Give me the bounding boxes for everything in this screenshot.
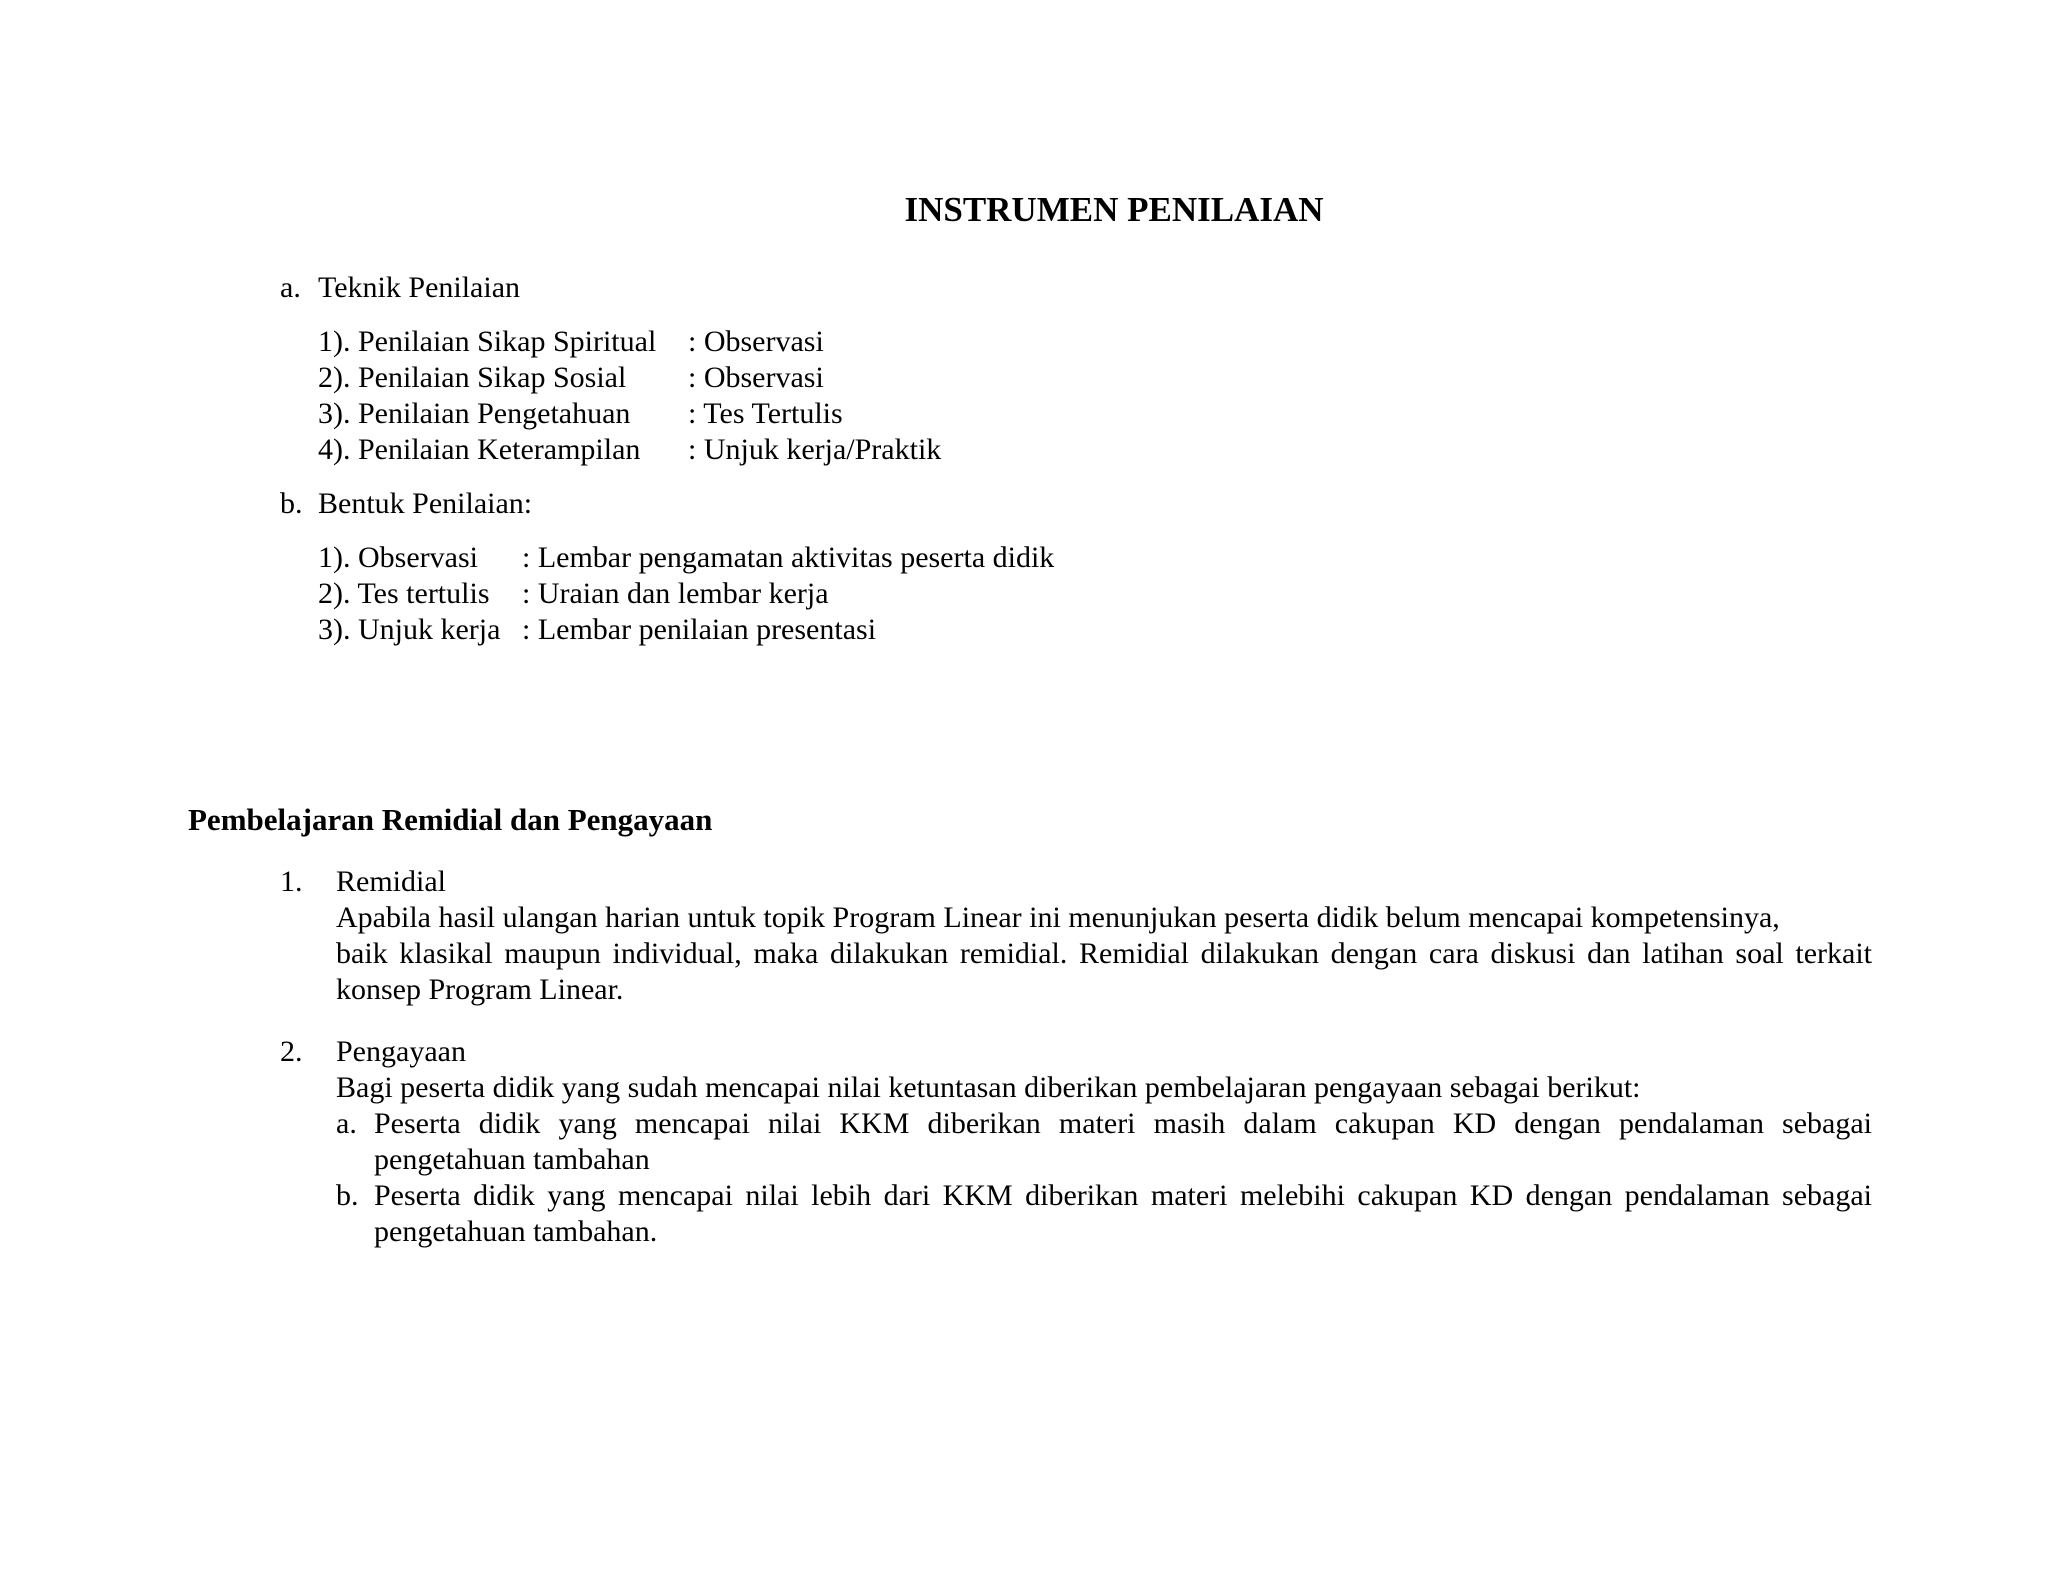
enrichment-point-line: Peserta didik yang mencapai nilai lebih dari KKM diberikan materi melebihi cakupan KD dengan pendalaman sebagai xyxy=(374,1179,1872,1212)
form-item-value: : Lembar pengamatan aktivitas peserta didik xyxy=(522,541,1055,574)
form-item-label: 3). Unjuk kerja xyxy=(318,613,501,646)
enrichment-point-line: pengetahuan tambahan. xyxy=(374,1215,658,1248)
form-item-value: : Lembar penilaian presentasi xyxy=(522,613,877,646)
enrichment-point-marker: a. xyxy=(336,1107,357,1140)
technique-item-label: 4). Penilaian Keterampilan xyxy=(318,433,641,466)
technique-item-label: 2). Penilaian Sikap Sosial xyxy=(318,361,627,394)
section-heading: Pembelajaran Remidial dan Pengayaan xyxy=(188,802,713,837)
remedial-number: 1. xyxy=(280,865,303,898)
enrichment-title: Pengayaan xyxy=(336,1035,466,1068)
technique-item-value: : Observasi xyxy=(688,325,824,358)
section-b-label: Bentuk Penilaian: xyxy=(318,487,533,520)
technique-item-value: : Tes Tertulis xyxy=(688,397,843,430)
remedial-paragraph-line: Apabila hasil ulangan harian untuk topik Program Linear ini menunjukan peserta didik belum mencapai kompetensinya, xyxy=(336,901,1780,934)
technique-item-label: 1). Penilaian Sikap Spiritual xyxy=(318,325,657,358)
enrichment-point-line: Peserta didik yang mencapai nilai KKM diberikan materi masih dalam cakupan KD dengan pendalaman sebagai xyxy=(374,1107,1872,1140)
form-item-label: 2). Tes tertulis xyxy=(318,577,490,610)
page-title: INSTRUMEN PENILAIAN xyxy=(904,190,1324,229)
enrichment-number: 2. xyxy=(280,1035,303,1068)
enrichment-intro: Bagi peserta didik yang sudah mencapai nilai ketuntasan diberikan pembelajaran pengayaan sebagai berikut: xyxy=(336,1071,1641,1104)
technique-item-value: : Observasi xyxy=(688,361,824,394)
technique-item-label: 3). Penilaian Pengetahuan xyxy=(318,397,631,430)
remedial-paragraph-line: baik klasikal maupun individual, maka dilakukan remidial. Remidial dilakukan dengan cara diskusi dan latihan soal terkait xyxy=(336,937,1872,970)
section-b-marker: b. xyxy=(280,487,303,520)
form-item-label: 1). Observasi xyxy=(318,541,478,574)
section-a-label: Teknik Penilaian xyxy=(318,271,521,304)
remedial-title: Remidial xyxy=(336,865,446,898)
form-item-value: : Uraian dan lembar kerja xyxy=(522,577,829,610)
enrichment-point-line: pengetahuan tambahan xyxy=(374,1143,650,1176)
enrichment-point-marker: b. xyxy=(336,1179,359,1212)
technique-item-value: : Unjuk kerja/Praktik xyxy=(688,433,942,466)
section-a-marker: a. xyxy=(280,271,301,304)
remedial-paragraph-line: konsep Program Linear. xyxy=(336,973,624,1006)
